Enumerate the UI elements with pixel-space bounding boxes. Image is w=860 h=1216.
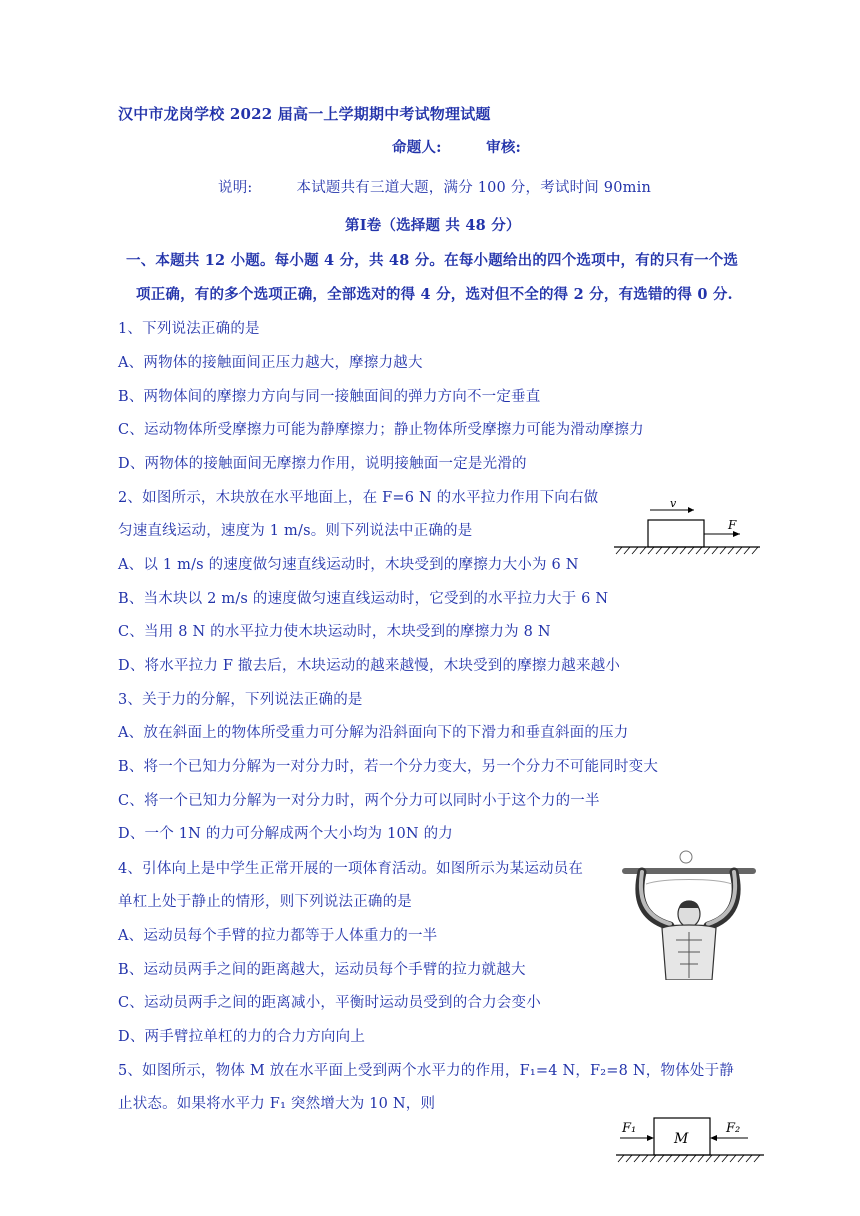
q4-stem-line-1: 4、引体向上是中学生正常开展的一项体育活动。如图所示为某运动员在 xyxy=(118,861,584,877)
instructions-line-2: 项正确，有的多个选项正确，全部选对的得 4 分，选对但不全的得 2 分，有选错的得 0 分. xyxy=(136,286,733,303)
q2-stem-line-1: 2、如图所示，木块放在水平地面上，在 F=6 N 的水平拉力作用下向右做 xyxy=(118,490,599,506)
q1-stem: 1、下列说法正确的是 xyxy=(118,321,260,337)
q3-option-c: C、将一个已知力分解为一对分力时，两个分力可以同时小于这个力的一半 xyxy=(118,793,600,809)
q5-block-figure xyxy=(614,1112,766,1166)
q4-option-d: D、两手臂拉单杠的力的合力方向向上 xyxy=(118,1029,366,1045)
q3-stem: 3、关于力的分解，下列说法正确的是 xyxy=(118,692,363,708)
f1-label: F₁ xyxy=(622,1121,637,1136)
q1-option-b: B、两物体间的摩擦力方向与同一接触面间的弹力方向不一定垂直 xyxy=(118,389,541,405)
q2-option-d: D、将水平拉力 F 撤去后，木块运动的越来越慢，木块受到的摩擦力越来越小 xyxy=(118,658,621,674)
q1-option-c: C、运动物体所受摩擦力可能为静摩擦力；静止物体所受摩擦力可能为滑动摩擦力 xyxy=(118,422,644,438)
q5-ground-hatching xyxy=(618,1155,760,1162)
q2-option-a: A、以 1 m/s 的速度做匀速直线运动时，木块受到的摩擦力大小为 6 N xyxy=(118,557,579,573)
q4-option-b: B、运动员两手之间的距离越大，运动员每个手臂的拉力就越大 xyxy=(118,962,526,978)
q4-stem-line-2: 单杠上处于静止的情形，则下列说法正确的是 xyxy=(118,894,412,910)
review-label: 审核: xyxy=(486,139,522,156)
author-label: 命题人: xyxy=(392,139,442,156)
exam-note xyxy=(218,176,651,197)
instructions-line-1: 一、本题共 12 小题。每小题 4 分，共 48 分。在每小题给出的四个选项中，有的只有一个选 xyxy=(126,252,739,269)
f2-arrowhead xyxy=(710,1135,717,1141)
q3-option-d: D、一个 1N 的力可分解成两个大小均为 10N 的力 xyxy=(118,826,454,842)
ground-hatching xyxy=(616,547,758,554)
note-label: 说明: xyxy=(218,180,253,196)
velocity-label: v xyxy=(670,497,677,510)
q1-option-a: A、两物体的接触面间正压力越大，摩擦力越大 xyxy=(118,355,423,371)
page-title: 汉中市龙岗学校 2022 届高一上学期期中考试物理试题 xyxy=(118,105,491,123)
q5-stem-line-1: 5、如图所示，物体 M 放在水平面上受到两个水平力的作用，F₁=4 N，F₂=8 N，物体处于静 xyxy=(118,1063,734,1079)
note-text: 本试题共有三道大题，满分 100 分，考试时间 90min xyxy=(296,180,651,196)
f2-label: F₂ xyxy=(726,1121,741,1136)
f1-arrowhead xyxy=(647,1135,654,1141)
q5-stem-line-2: 止状态。如果将水平力 F₁ 突然增大为 10 N，则 xyxy=(118,1096,436,1112)
pull-up-athlete-illustration xyxy=(620,848,758,980)
q1-option-d: D、两物体的接触面间无摩擦力作用，说明接触面一定是光滑的 xyxy=(118,456,527,472)
section-title: 第Ⅰ卷（选择题 共 48 分） xyxy=(345,217,521,234)
q2-stem-line-2: 匀速直线运动，速度为 1 m/s。则下列说法中正确的是 xyxy=(118,523,473,539)
q3-option-a: A、放在斜面上的物体所受重力可分解为沿斜面向下的下滑力和垂直斜面的压力 xyxy=(118,725,629,741)
block-m-label: M xyxy=(674,1131,689,1147)
force-label: F xyxy=(728,518,737,532)
q4-option-a: A、运动员每个手臂的拉力都等于人体重力的一半 xyxy=(118,928,438,944)
q2-option-b: B、当木块以 2 m/s 的速度做匀速直线运动时，它受到的水平拉力大于 6 N xyxy=(118,591,609,607)
q2-block-figure xyxy=(612,496,762,558)
q3-option-b: B、将一个已知力分解为一对分力时，若一个分力变大，另一个分力不可能同时变大 xyxy=(118,759,659,775)
author-review-line xyxy=(392,136,521,157)
wooden-block xyxy=(648,520,704,547)
velocity-arrowhead xyxy=(688,507,694,513)
q2-option-c: C、当用 8 N 的水平拉力使木块运动时，木块受到的摩擦力为 8 N xyxy=(118,624,551,640)
q4-option-c: C、运动员两手之间的距离减小，平衡时运动员受到的合力会变小 xyxy=(118,995,541,1011)
